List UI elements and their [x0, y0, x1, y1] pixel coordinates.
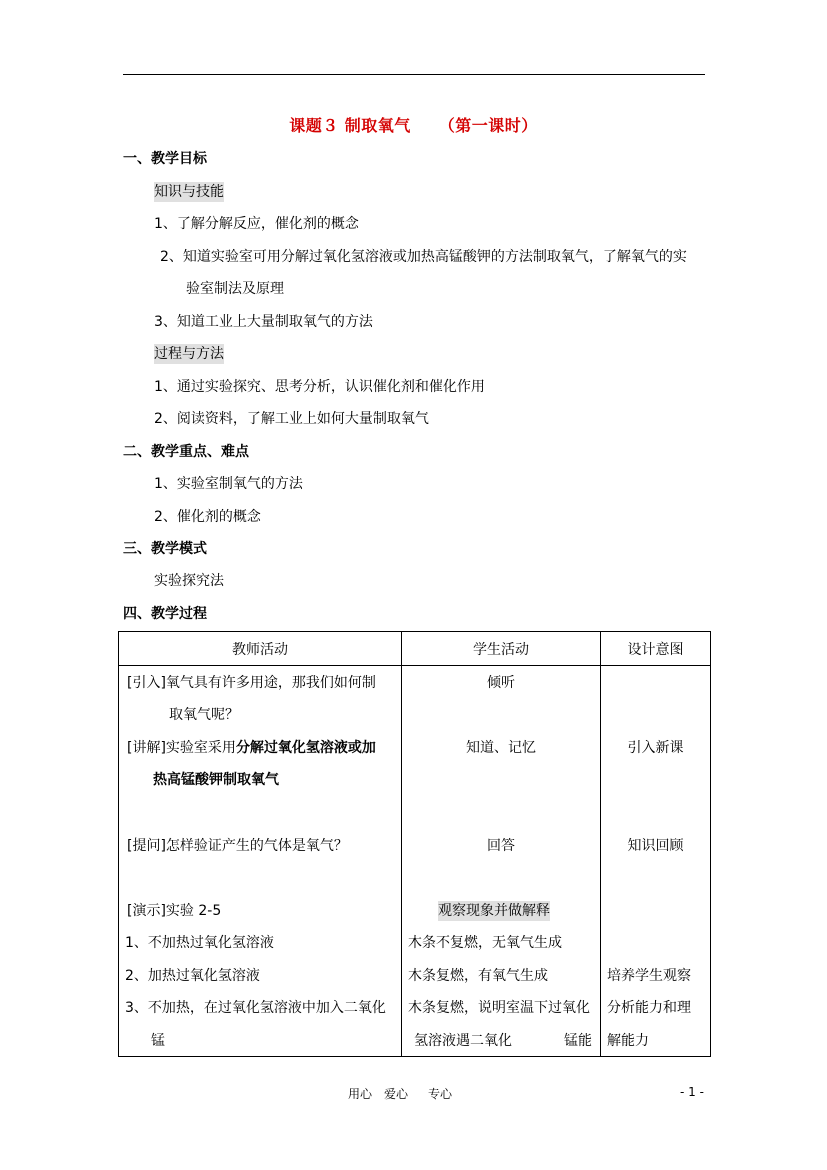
process-item-2: 2、阅读资料，了解工业上如何大量制取氧气: [154, 411, 429, 427]
student-result-1: 木条不复燃，无氧气生成: [408, 935, 562, 951]
section-3-heading: 三、教学模式: [123, 541, 207, 557]
student-listen: 倾听: [487, 675, 515, 691]
footer-motto-2: 爱心: [384, 1087, 409, 1101]
header-rule: [123, 74, 705, 75]
subheading-knowledge: 知识与技能: [154, 184, 224, 200]
section-1-heading: 一、教学目标: [123, 151, 207, 167]
table-header-row: [119, 632, 711, 666]
teacher-demo-step-2: 2、加热过氧化氢溶液: [125, 968, 260, 984]
student-result-2: 木条复燃，有氧气生成: [408, 968, 548, 984]
section-4-heading: 四、教学过程: [123, 606, 207, 622]
objective-item-2-cont: 验室制法及原理: [186, 281, 284, 297]
teacher-demo-step-3: 3、不加热，在过氧化氢溶液中加入二氧化: [125, 1000, 386, 1016]
student-memorize: 知道、记忆: [466, 740, 536, 756]
header-teacher: 教师活动: [119, 632, 402, 666]
teacher-demo-step-3-cont: 锰: [151, 1033, 165, 1049]
objective-item-2: 2、知道实验室可用分解过氧化氢溶液或加热高锰酸钾的方法制取氧气，了解氧气的实: [160, 249, 687, 265]
student-cell: [402, 666, 601, 1057]
title-main: 课题３ 制取氧气: [289, 116, 411, 135]
teacher-line-intro: [引入]氧气具有许多用途，那我们如何制: [127, 675, 376, 691]
page-title: [0, 113, 827, 136]
process-table: [118, 631, 711, 1057]
intent-cell: [601, 666, 711, 1057]
intent-cultivate-2: 分析能力和理: [607, 1000, 691, 1016]
objective-item-1: 1、了解分解反应，催化剂的概念: [154, 216, 359, 232]
process-item-1: 1、通过实验探究、思考分析，认识催化剂和催化作用: [154, 379, 485, 395]
student-result-3-cont: 氢溶液遇二氧化: [414, 1033, 512, 1049]
teacher-cell: [119, 666, 402, 1057]
section-2-heading: 二、教学重点、难点: [123, 444, 249, 460]
teacher-line-explain: [讲解]实验室采用分解过氧化氢溶液或加: [127, 740, 376, 756]
objective-item-3: 3、知道工业上大量制取氧气的方法: [154, 314, 373, 330]
student-result-3-cont-end: 锰能: [564, 1033, 592, 1049]
intent-introduce: 引入新课: [627, 740, 684, 756]
key-point-2: 2、催化剂的概念: [154, 509, 261, 525]
subheading-process: 过程与方法: [154, 346, 224, 362]
teacher-line-explain-cont: 热高锰酸钾制取氧气: [153, 772, 279, 788]
header-intent: 设计意图: [601, 632, 711, 666]
key-point-1: 1、实验室制氧气的方法: [154, 476, 303, 492]
footer-motto-1: 用心: [348, 1087, 373, 1101]
student-observe: 观察现象并做解释: [438, 903, 550, 919]
student-result-3: 木条复燃，说明室温下过氧化: [408, 1000, 590, 1016]
student-answer: 回答: [487, 838, 515, 854]
teacher-demo-step-1: 1、不加热过氧化氢溶液: [125, 935, 274, 951]
table-row: [119, 666, 711, 1057]
intent-cultivate-1: 培养学生观察: [607, 968, 691, 984]
teacher-line-demo: [演示]实验 2-5: [127, 903, 222, 919]
intent-review: 知识回顾: [627, 838, 684, 854]
page-number: - 1 -: [680, 1085, 704, 1099]
teacher-line-question: [提问]怎样验证产生的气体是氧气？: [127, 838, 348, 854]
header-student: 学生活动: [402, 632, 601, 666]
teaching-mode: 实验探究法: [154, 573, 224, 589]
footer-motto-3: 专心: [428, 1087, 453, 1101]
intent-cultivate-3: 解能力: [607, 1033, 649, 1049]
teacher-line-intro-cont: 取氧气呢？: [169, 707, 239, 723]
title-sub: （第一课时）: [438, 116, 538, 135]
